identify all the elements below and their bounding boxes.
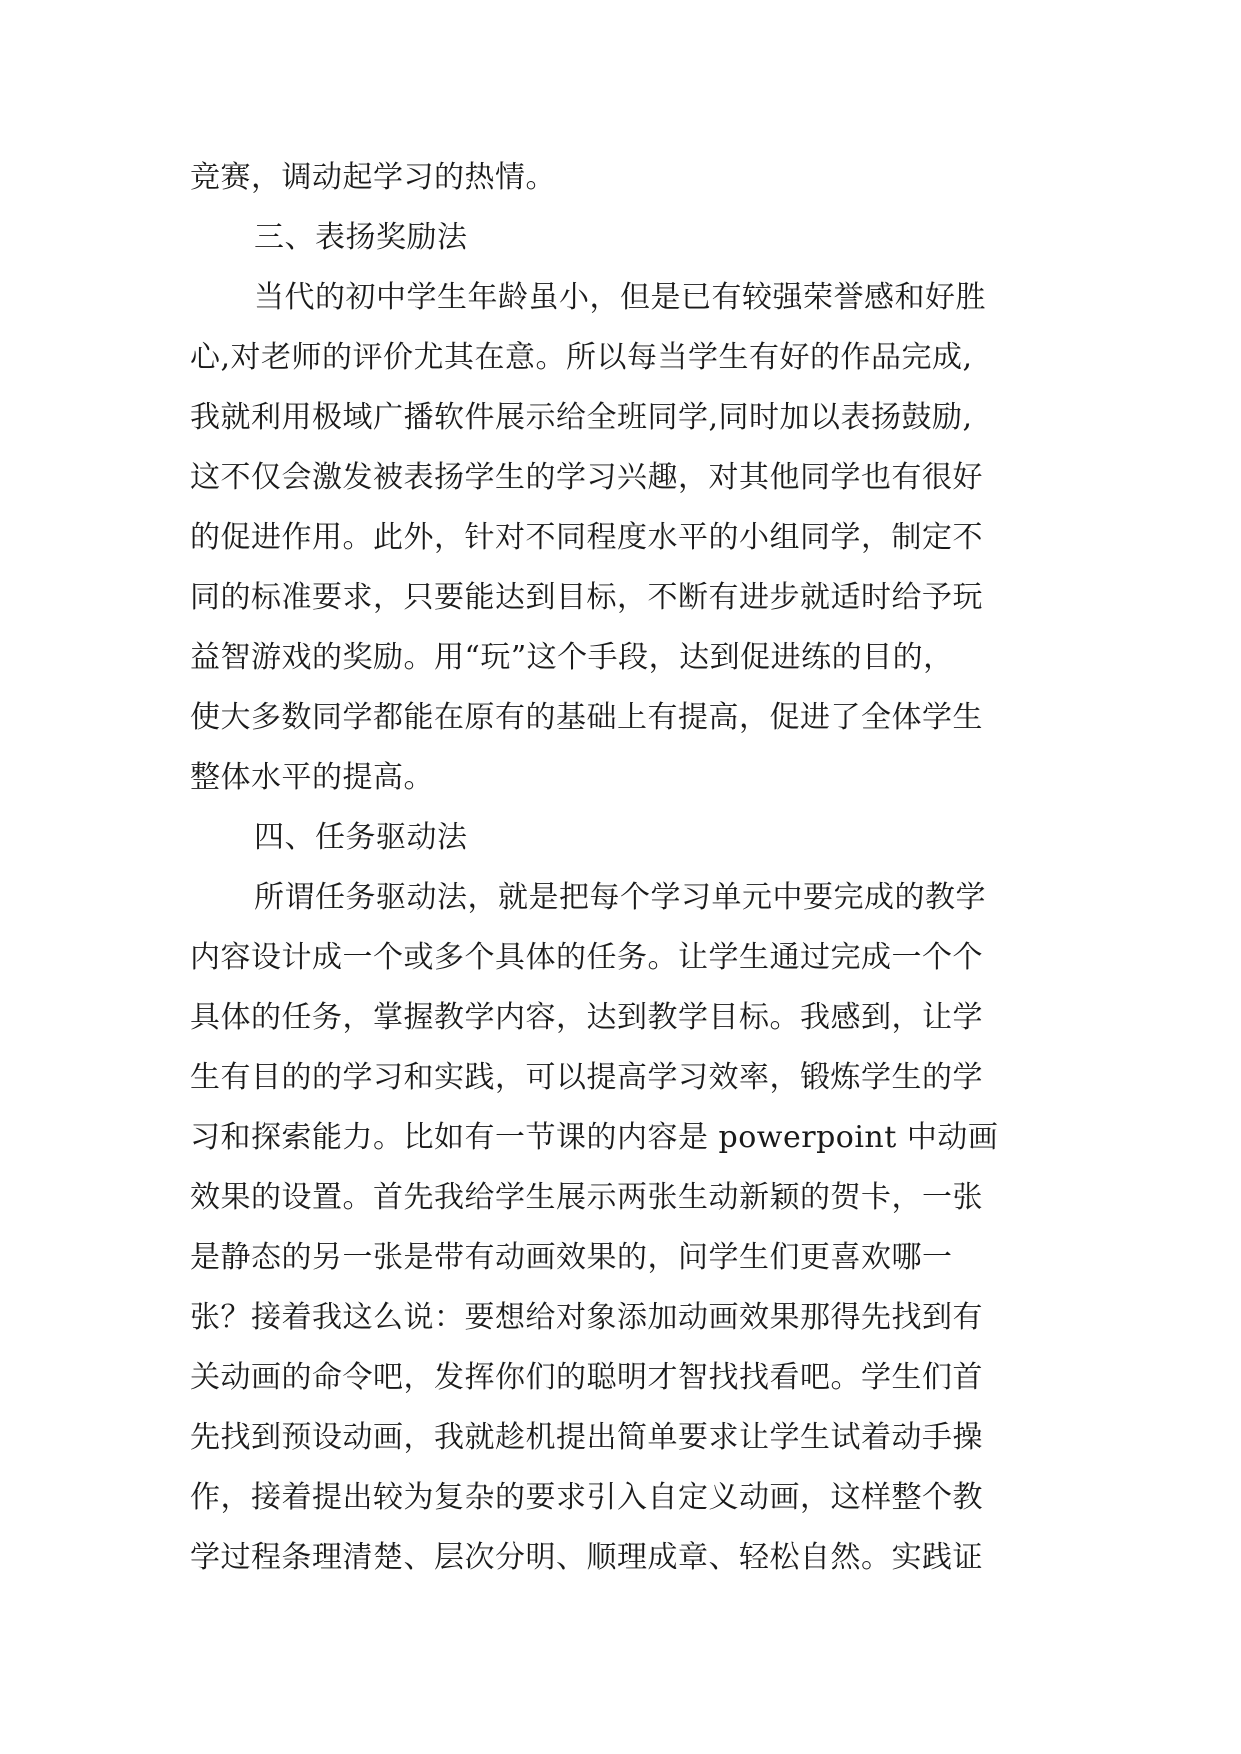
text-line: 关动画的命令吧，发挥你们的聪明才智找找看吧。学生们首 <box>190 1360 983 1395</box>
text-line: 学过程条理清楚、层次分明、顺理成章、轻松自然。实践证 <box>190 1540 983 1575</box>
text-line: 内容设计成一个或多个具体的任务。让学生通过完成一个个 <box>190 940 983 975</box>
text-line: 生有目的的学习和实践，可以提高学习效率，锻炼学生的学 <box>190 1060 983 1095</box>
text-line: 效果的设置。首先我给学生展示两张生动新颖的贺卡，一张 <box>190 1180 983 1215</box>
paragraph-first-line: 三、表扬奖励法 <box>254 220 468 255</box>
paragraph-first-line: 当代的初中学生年龄虽小，但是已有较强荣誉感和好胜 <box>254 280 986 315</box>
text-line: 是静态的另一张是带有动画效果的，问学生们更喜欢哪一 <box>190 1240 953 1275</box>
text-line: 同的标准要求，只要能达到目标，不断有进步就适时给予玩 <box>190 580 983 615</box>
text-line: 竞赛，调动起学习的热情。 <box>190 160 556 195</box>
text-line: 的促进作用。此外，针对不同程度水平的小组同学，制定不 <box>190 520 983 555</box>
text-line: 习和探索能力。比如有一节课的内容是 powerpoint 中动画 <box>190 1120 999 1155</box>
text-line: 具体的任务，掌握教学内容，达到教学目标。我感到，让学 <box>190 1000 983 1035</box>
text-line: 我就利用极域广播软件展示给全班同学,同时加以表扬鼓励, <box>190 400 973 435</box>
text-line: 作，接着提出较为复杂的要求引入自定义动画，这样整个教 <box>190 1480 983 1515</box>
text-line: 使大多数同学都能在原有的基础上有提高，促进了全体学生 <box>190 700 983 735</box>
text-line: 益智游戏的奖励。用“玩”这个手段，达到促进练的目的， <box>190 640 954 675</box>
text-line: 先找到预设动画，我就趁机提出简单要求让学生试着动手操 <box>190 1420 983 1455</box>
text-line: 这不仅会激发被表扬学生的学习兴趣，对其他同学也有很好 <box>190 460 983 495</box>
paragraph-first-line: 所谓任务驱动法，就是把每个学习单元中要完成的教学 <box>254 880 986 915</box>
text-line: 整体水平的提高。 <box>190 760 434 795</box>
text-line: 心,对老师的评价尤其在意。所以每当学生有好的作品完成, <box>190 340 973 375</box>
paragraph-first-line: 四、任务驱动法 <box>254 820 468 855</box>
text-line: 张？接着我这么说：要想给对象添加动画效果那得先找到有 <box>190 1300 983 1335</box>
